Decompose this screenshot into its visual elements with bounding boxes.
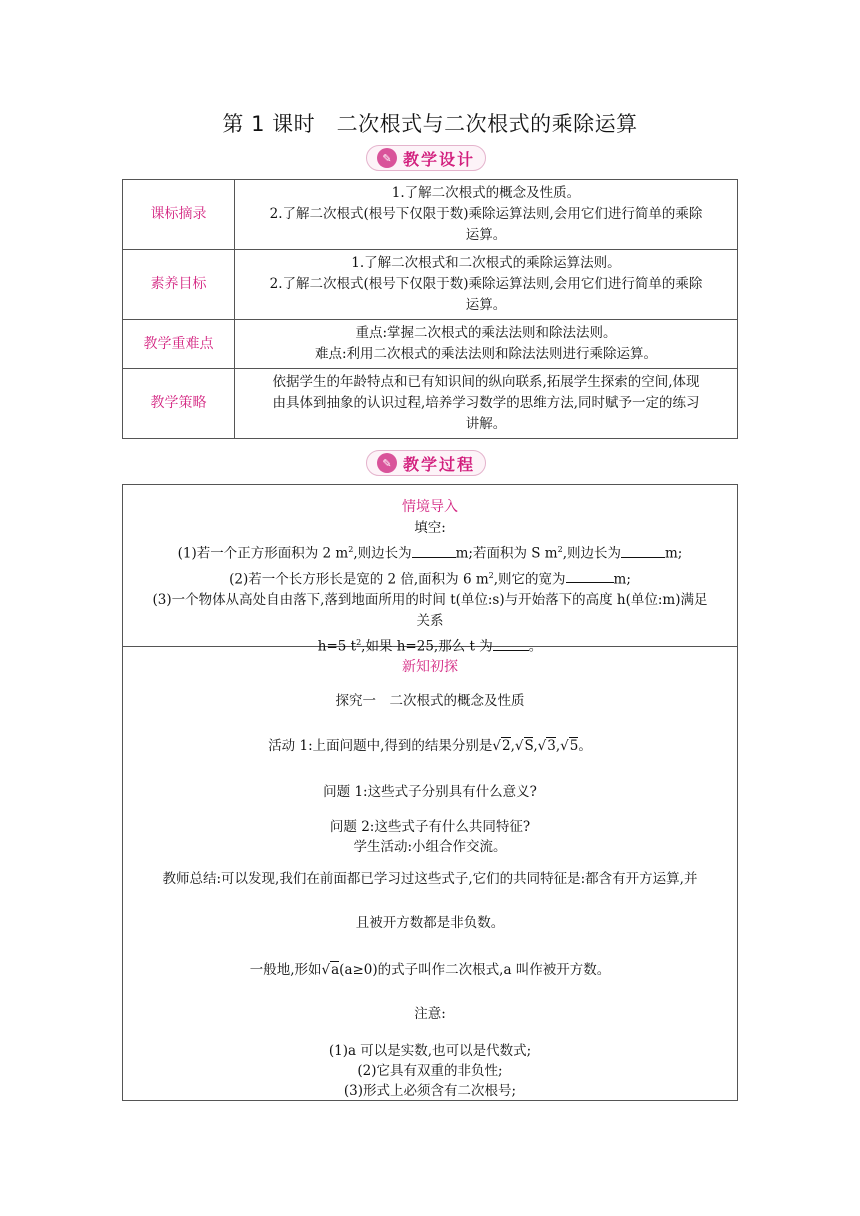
teaching-process-box — [122, 484, 738, 1101]
teaching-design-badge — [366, 145, 486, 171]
content-line: 2.了解二次根式(根号下仅限于数)乘除运算法则,会用它们进行简单的乘除 — [269, 206, 703, 222]
text: , — [555, 738, 561, 754]
radicand: 3 — [547, 738, 556, 754]
fill-label: 填空: — [414, 520, 446, 536]
activity-1 — [123, 736, 737, 756]
question-1 — [123, 539, 737, 565]
row-label: 素养目标 — [123, 250, 235, 320]
row-content — [235, 250, 738, 320]
radicand: a — [331, 962, 340, 978]
text: , — [510, 738, 515, 754]
table-row — [123, 180, 738, 250]
note-3: (3)形式上必须含有二次根号; — [343, 1083, 517, 1099]
note-1: (1)a 可以是实数,也可以是代数式; — [328, 1043, 532, 1059]
badge-label: 教学过程 — [402, 454, 475, 474]
text: (1)若一个正方形面积为 2 m — [177, 545, 349, 562]
content-line: 2.了解二次根式(根号下仅限于数)乘除运算法则,会用它们进行简单的乘除 — [269, 276, 703, 292]
teacher-summary-2: 且被开方数都是非负数。 — [355, 915, 505, 931]
content-line: 运算。 — [465, 227, 507, 243]
text: m; — [665, 545, 683, 562]
section-heading: 情境导入 — [402, 499, 458, 515]
text: 。 — [528, 638, 543, 655]
text: 活动 1:上面问题中,得到的结果分别是 — [268, 738, 493, 754]
explore-subtitle: 探究一 二次根式的概念及性质 — [335, 693, 525, 709]
question-3-cont: 关系 — [416, 613, 444, 629]
text: ,如果 h=25,那么 t 为 — [361, 638, 493, 655]
content-line: 1.了解二次根式和二次根式的乘除运算法则。 — [351, 255, 621, 271]
table-row — [123, 369, 738, 439]
content-line: 运算。 — [465, 297, 507, 313]
content-line: 难点:利用二次根式的乘法法则和除法法则进行乘除运算。 — [314, 346, 658, 362]
row-content — [235, 180, 738, 250]
table-row — [123, 320, 738, 369]
book-icon: ✎ — [377, 453, 397, 473]
question-3: (3)一个物体从高处自由落下,落到地面所用的时间 t(单位:s)与开始落下的高度 h(单位:m)满足 — [152, 592, 708, 608]
sqrt-expression: √5 — [560, 738, 579, 754]
student-activity: 学生活动:小组合作交流。 — [353, 839, 507, 855]
text: 一般地,形如 — [249, 962, 322, 978]
question-1-text: 问题 1:这些式子分别具有什么意义? — [323, 784, 537, 800]
answer-blank[interactable] — [412, 545, 456, 558]
note-2: (2)它具有双重的非负性; — [357, 1063, 503, 1079]
answer-blank[interactable] — [621, 545, 665, 558]
text: m; — [613, 571, 631, 587]
row-label: 教学策略 — [123, 369, 235, 439]
scenario-intro-section — [123, 485, 737, 655]
text: , — [533, 738, 538, 754]
text: 。 — [578, 738, 592, 754]
text: (a≥0)的式子叫作二次根式,a 叫作被开方数。 — [339, 962, 611, 978]
superscript: 2 — [557, 545, 563, 554]
book-icon: ✎ — [377, 148, 397, 168]
row-content — [235, 320, 738, 369]
sqrt-expression: √a — [321, 962, 340, 978]
badge-label: 教学设计 — [402, 149, 475, 169]
answer-blank[interactable] — [566, 570, 614, 583]
content-line: 1.了解二次根式的概念及性质。 — [391, 185, 581, 201]
page-title: 第 1 课时 二次根式与二次根式的乘除运算 — [222, 112, 638, 136]
sqrt-expression: √S — [514, 738, 534, 754]
teaching-design-table — [122, 179, 738, 439]
superscript: 2 — [488, 570, 494, 580]
definition — [123, 960, 737, 980]
question-2-text: 问题 2:这些式子有什么共同特征? — [329, 819, 531, 835]
content-line: 依据学生的年龄特点和已有知识间的纵向联系,拓展学生探索的空间,体现 — [272, 374, 700, 390]
radicand: 5 — [569, 738, 579, 754]
text: ,则边长为 — [353, 545, 412, 562]
question-2 — [123, 565, 737, 591]
superscript: 2 — [348, 545, 354, 554]
content-line: 讲解。 — [465, 416, 507, 432]
text: h=5 t — [317, 638, 357, 655]
radicand: 2 — [502, 738, 511, 754]
superscript: 2 — [356, 638, 362, 647]
text: (2)若一个长方形长是宽的 2 倍,面积为 6 m — [229, 571, 489, 587]
content-line: 重点:掌握二次根式的乘法法则和除法法则。 — [355, 325, 617, 341]
table-row — [123, 250, 738, 320]
question-3-formula — [123, 632, 737, 658]
teacher-summary-1: 教师总结:可以发现,我们在前面都已学习过这些式子,它们的共同特征是:都含有开方运算,并 — [162, 871, 698, 887]
text: ,则边长为 — [562, 545, 621, 562]
teaching-process-badge — [366, 450, 486, 476]
text: ,则它的宽为 — [493, 571, 566, 587]
sqrt-expression: √3 — [537, 738, 556, 754]
answer-blank[interactable] — [493, 638, 529, 651]
row-label: 课标摘录 — [123, 180, 235, 250]
radicand: S — [524, 738, 534, 754]
sqrt-expression: √2 — [492, 738, 511, 754]
note-label: 注意: — [414, 1006, 446, 1022]
section-heading: 新知初探 — [402, 659, 458, 675]
content-line: 由具体到抽象的认识过程,培养学习数学的思维方法,同时赋予一定的练习 — [272, 395, 700, 411]
text: m;若面积为 S m — [455, 545, 558, 562]
row-label: 教学重难点 — [123, 320, 235, 369]
row-content — [235, 369, 738, 439]
